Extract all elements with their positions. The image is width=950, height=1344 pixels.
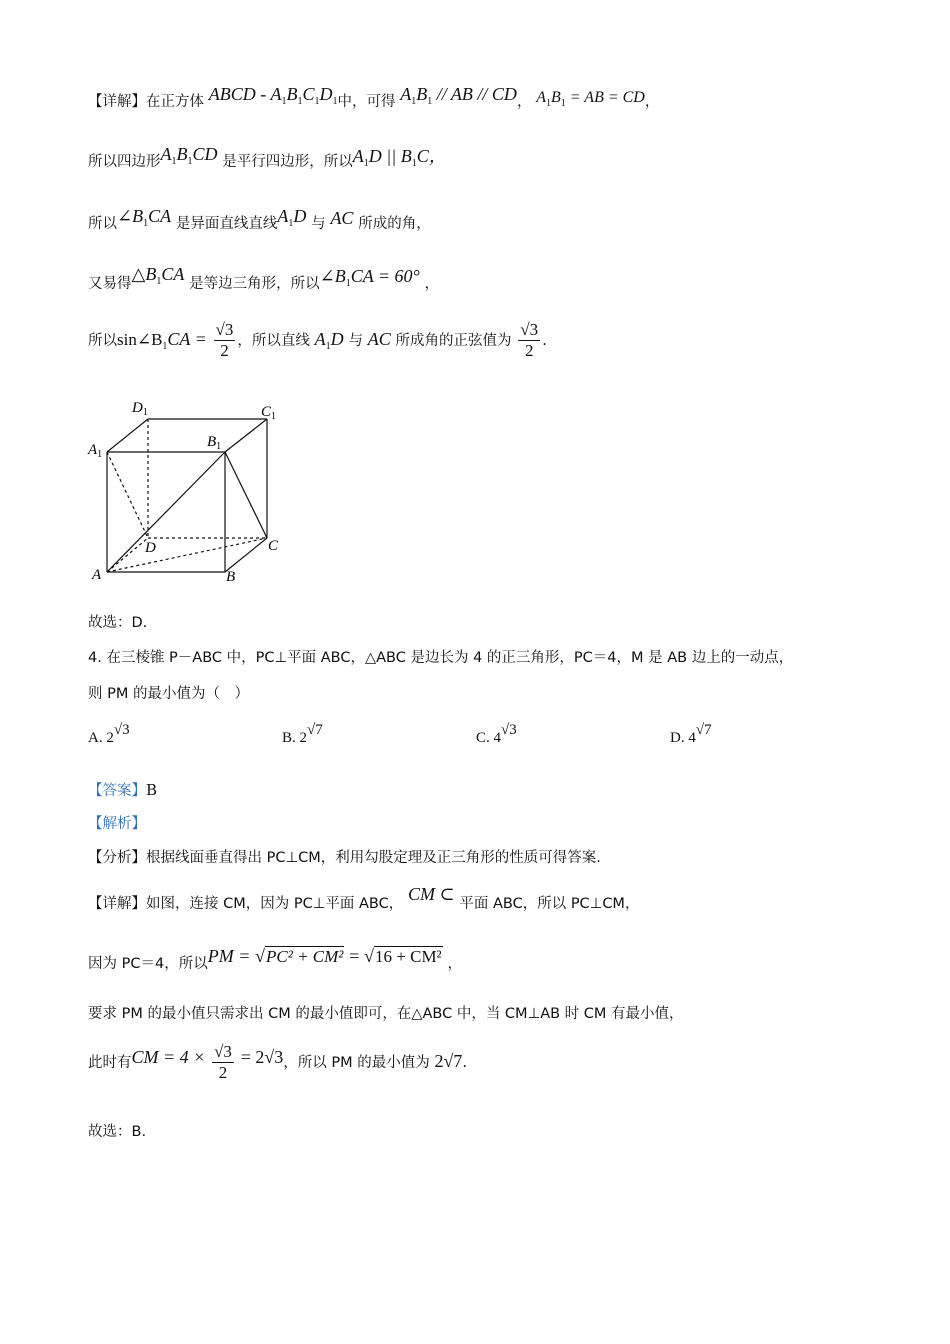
pc-line: 因为 PC＝4，所以PM = √PC² + CM² = √16 + CM² ， bbox=[88, 946, 462, 972]
angle-b1ca: $\angle B_1CA$ bbox=[117, 206, 172, 229]
detail-tag: 【详解】 bbox=[88, 94, 146, 110]
fenxi-line: 【分析】根据线面垂直得出 PC⊥CM，利用勾股定理及正三角形的性质可得答案. bbox=[88, 850, 601, 866]
diagonal-ab1 bbox=[107, 452, 225, 572]
label-b: B bbox=[226, 569, 236, 585]
choose-b: 故选：B. bbox=[88, 1124, 147, 1140]
min-pm-value: 2√7 bbox=[434, 1050, 463, 1071]
detail-line-1: 【详解】在正方体 ABCD - $A_1B_1C_1D_1$中，可得 $A_1B_1$ // AB // CD， $A_1B_1$ = AB = CD， bbox=[88, 84, 660, 110]
detail-line-4: 又易得$\triangle B_1CA$ 是等边三角形，所以$\angle B_1CA = 60^\circ$ ， bbox=[88, 264, 440, 292]
sin-expr: $\sin\angle B_1CA$ = bbox=[117, 328, 207, 352]
detail-line-2: 所以四边形$A_1B_1CD$ 是平行四边形，所以$A_1D$ || $B_1C$， bbox=[88, 144, 447, 170]
equal-expr: $A_1B_1$ = AB = CD bbox=[536, 89, 645, 109]
option-b[interactable]: B. 2√7 bbox=[282, 722, 323, 746]
question-4-line-1: 4. 在三棱锥 P－ABC 中，PC⊥平面 ABC，△ABC 是边长为 4 的正三角形，PC＝4，M 是 AB 边上的一动点， bbox=[88, 650, 794, 666]
label-c1: $C_1$ bbox=[261, 404, 277, 422]
detail2-tag: 【详解】 bbox=[88, 896, 146, 912]
detail-line-3: 所以$\angle B_1CA$ 是异面直线直线$A_1D$ 与 AC 所成的角， bbox=[88, 206, 431, 232]
edge-b1c1 bbox=[225, 419, 267, 452]
parallel-expr: $A_1B_1$ // AB // CD bbox=[400, 84, 517, 107]
answer-tag: 【答案】 bbox=[88, 783, 146, 799]
detail2-line-1: 【详解】如图，连接 CM，因为 PC⊥平面 ABC， CM ⊂ 平面 ABC，所以 PC⊥CM， bbox=[88, 884, 640, 912]
cm-line: 此时有CM = 4 × $\frac{√3}{2}$ = 2√3，所以 PM 的最小值为 2√7. bbox=[88, 1042, 468, 1083]
fraction-cm: $\frac{√3}{2}$ bbox=[214, 1042, 232, 1083]
cube-name: ABCD - $A_1B_1C_1D_1$ bbox=[208, 84, 338, 107]
cm-subset: CM ⊂ bbox=[407, 884, 455, 904]
hidden-diagonal-ac bbox=[107, 538, 267, 572]
fenxi-tag: 【分析】 bbox=[88, 850, 146, 866]
hidden-edge-ad bbox=[107, 538, 148, 572]
sqrt-pc-cm: √PC² + CM² bbox=[255, 946, 344, 966]
label-c: C bbox=[268, 538, 279, 554]
label-b1: $B_1$ bbox=[207, 434, 222, 452]
label-d: D bbox=[145, 540, 156, 556]
requirement-line: 要求 PM 的最小值只需求出 CM 的最小值即可，在△ABC 中，当 CM⊥AB 时 CM 有最小值， bbox=[88, 1006, 684, 1022]
option-c[interactable]: C. 4√3 bbox=[476, 722, 517, 746]
answer-value: B bbox=[146, 781, 158, 799]
edge-a1d1 bbox=[107, 419, 148, 452]
label-a: A bbox=[92, 567, 102, 583]
sqrt-16-cm: √16 + CM² bbox=[364, 946, 442, 966]
cube-figure bbox=[80, 392, 300, 592]
hidden-diagonal-a1d bbox=[107, 452, 148, 538]
option-a[interactable]: A. 2√3 bbox=[88, 722, 130, 746]
edge-bc bbox=[225, 538, 267, 572]
option-d[interactable]: D. 4√7 bbox=[670, 722, 712, 746]
choose-d: 故选：D. bbox=[88, 615, 148, 631]
detail-line-5: 所以$\sin\angle B_1CA$ = $\frac{√3}{2}$ ，所以直线 $A_1D$ 与 AC 所成角的正弦值为 $\frac{√3}{2}$ . bbox=[88, 320, 547, 361]
label-a1: $A_1$ bbox=[88, 442, 103, 460]
a1d-par-b1c: $A_1D$ || $B_1$ bbox=[352, 146, 417, 169]
analysis-tag: 【解析】 bbox=[88, 816, 146, 832]
fraction-sqrt3-over-2: $\frac{√3}{2}$ bbox=[215, 320, 234, 361]
diagonal-b1c bbox=[225, 452, 267, 538]
label-d1: $D_1$ bbox=[132, 400, 148, 418]
angle-value: $\angle B_1CA = 60^\circ$ bbox=[319, 266, 420, 289]
quad-expr: $A_1B_1CD$ bbox=[160, 144, 218, 167]
answer-line bbox=[88, 781, 157, 800]
question-4-line-2: 则 PM 的最小值为（ ） bbox=[88, 686, 249, 702]
